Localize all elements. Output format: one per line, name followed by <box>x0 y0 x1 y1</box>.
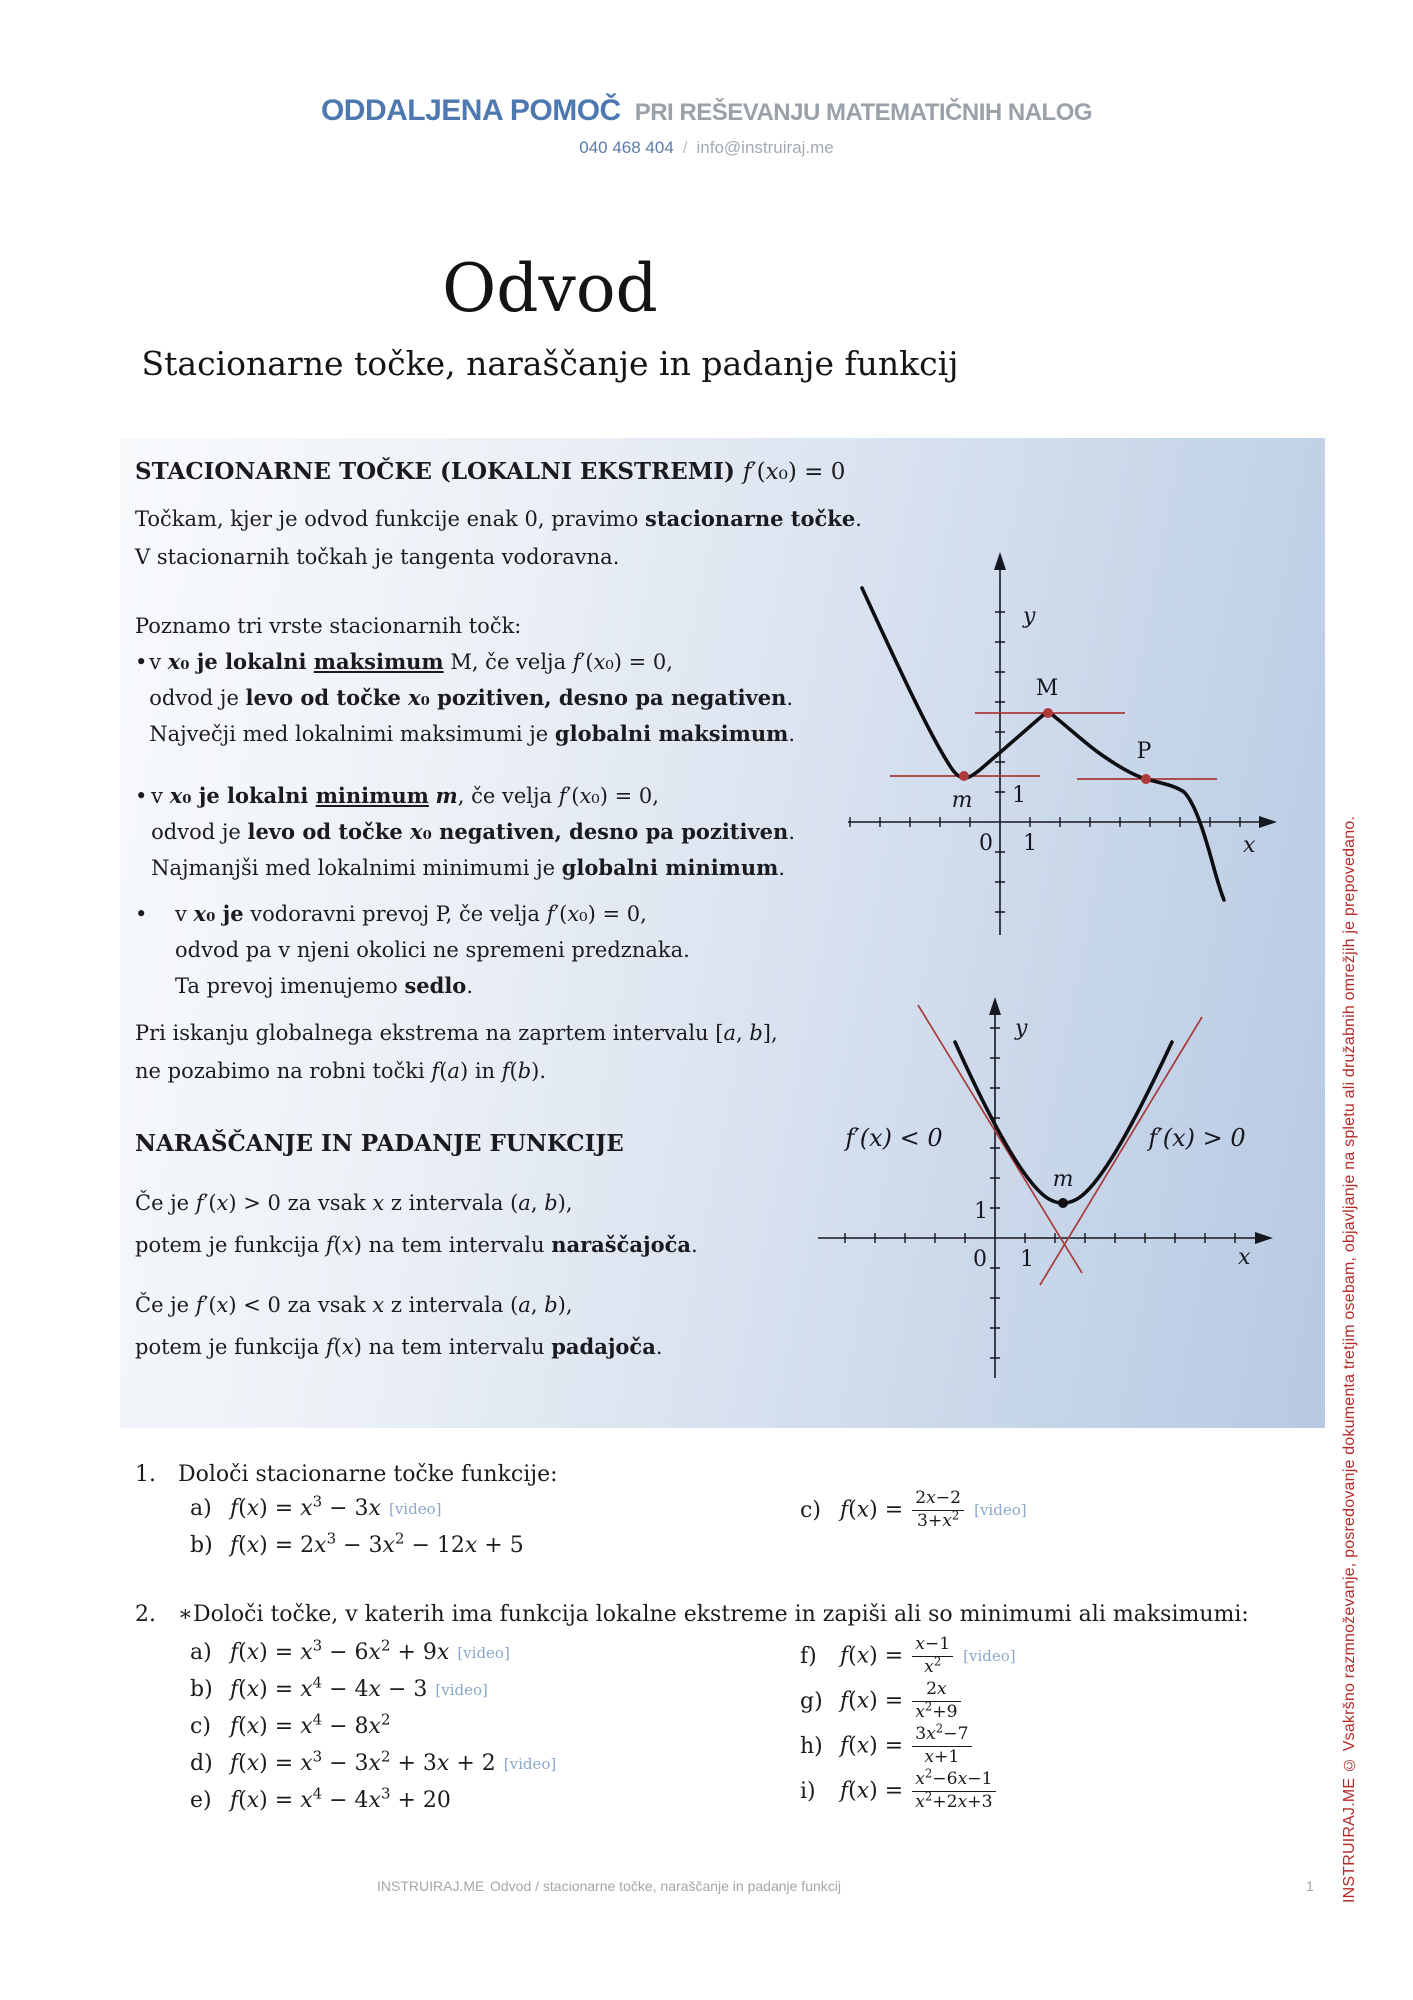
minimum-point <box>1058 1198 1068 1208</box>
theory-paragraph: Pri iskanju globalnega ekstrema na zaprtem intervalu [a, b], ne pozabimo na robni točki f(a) in f(b). <box>135 1021 778 1083</box>
item-formula: $f(x) = x^3 - 3x^2 + 3x + 2$ <box>230 1747 496 1776</box>
fraction: $\frac{3x^2-7}{x+1}$ <box>912 1725 971 1766</box>
footer-page-number: 1 <box>1306 1878 1314 1894</box>
monotonicity-graph <box>810 990 1300 1385</box>
item-formula: f(x) = $\frac{2x-2}{3+x^2}$ <box>840 1489 966 1530</box>
problem-title: ∗Določi točke, v katerih ima funkcija lokalne ekstreme in zapiši ali so minimumi ali maksimumi: <box>178 1602 1249 1627</box>
item-formula: $f(x) = x^4 - 4x^3 + 20$ <box>230 1784 451 1813</box>
x-axis-arrow-icon <box>1259 816 1277 828</box>
saddle-point <box>1141 774 1151 784</box>
fraction: $\frac{2x}{x^2+9}$ <box>912 1680 960 1721</box>
problem-item: a) $f(x) = x^3 - 3x$ [video] <box>190 1492 442 1521</box>
fraction: $\frac{x^2-6x-1}{x^2+2x+3}$ <box>912 1770 995 1811</box>
y-axis-arrow-icon <box>989 997 1001 1015</box>
function-curve <box>862 588 1224 900</box>
item-label: e) <box>190 1788 212 1813</box>
problem-1-heading <box>135 1462 558 1487</box>
bullet-icon: • <box>135 784 148 808</box>
item-label: g) <box>800 1688 823 1714</box>
item-label: a) <box>190 1640 212 1665</box>
bullet-icon: • <box>135 902 148 926</box>
theory-paragraph: Če je f′(x) < 0 za vsak x z intervala (a, b), potem je funkcija f(x) na tem intervalu padajoča. <box>135 1293 663 1359</box>
theory-panel <box>120 438 1325 1428</box>
item-label: c) <box>800 1497 821 1523</box>
problem-item <box>800 1766 1016 1813</box>
origin-label: 0 <box>979 831 993 856</box>
problem-2-items-left <box>190 1638 556 1823</box>
footer-brand: INSTRUIRAJ.ME <box>377 1878 485 1894</box>
x-axis-label: x <box>1238 1245 1251 1270</box>
item-label: a) <box>190 1496 212 1521</box>
fraction: $\frac{x-1}{x^2}$ <box>912 1635 953 1676</box>
maximum-point <box>1043 708 1053 718</box>
y-unit-label: 1 <box>1012 783 1026 808</box>
maximum-label: M <box>1035 676 1059 701</box>
item-label: b) <box>190 1533 213 1558</box>
y-unit-label: 1 <box>974 1199 988 1224</box>
theory-paragraph: Točkam, kjer je odvod funkcije enak 0, pravimo stacionarne točke. V stacionarnih točkah je tangenta vodoravna. <box>135 506 862 569</box>
problem-item: d) $f(x) = x^3 - 3x^2 + 3x + 2$ [video] <box>190 1747 557 1776</box>
y-axis-label: y <box>1015 1016 1028 1041</box>
theory-paragraph: Poznamo tri vrste stacionarnih točk: <box>135 614 522 638</box>
item-formula: $f(x) = x^4 - 8x^2$ <box>230 1710 391 1739</box>
item-label: d) <box>190 1751 213 1776</box>
item-formula: f(x) = $\frac{2x}{x^2+9}$ <box>840 1680 963 1721</box>
problem-item <box>800 1721 1016 1768</box>
stationary-points-graph <box>840 545 1300 940</box>
x-axis-label: x <box>1243 833 1256 858</box>
item-formula: $f(x) = x^4 - 4x - 3$ <box>230 1673 428 1702</box>
bullet-icon: • <box>135 650 148 674</box>
item-label: h) <box>800 1733 823 1759</box>
theory-paragraph: Če je f′(x) > 0 za vsak x z intervala (a, b), potem je funkcija f(x) na tem intervalu naraščajoča. <box>135 1191 698 1257</box>
problem-number: 1. <box>135 1462 156 1487</box>
item-formula: f(x) = $\frac{x^2-6x-1}{x^2+2x+3}$ <box>840 1770 998 1811</box>
item-formula: $f(x) = x^3 - 6x^2 + 9x$ <box>230 1636 450 1665</box>
brand-tagline: PRI REŠEVANJU MATEMATIČNIH NALOG <box>634 99 1093 126</box>
problem-2-items-right <box>800 1634 1016 1814</box>
header <box>0 94 1413 128</box>
origin-label: 0 <box>973 1247 987 1272</box>
page-title: Odvod <box>442 250 658 327</box>
item-label: b) <box>190 1677 213 1702</box>
x-axis-arrow-icon <box>1255 1232 1273 1244</box>
phone-number: 040 468 404 <box>579 138 674 157</box>
theory-heading-stationary-points: STACIONARNE TOČKE (LOKALNI EKSTREMI) f′(x₀) = 0 <box>135 458 846 485</box>
minimum-point <box>959 771 969 781</box>
y-axis-label: y <box>1023 604 1036 629</box>
problem-number: 2. <box>135 1602 156 1627</box>
item-formula: $f(x) = 2x^3 - 3x^2 - 12x + 5$ <box>230 1529 524 1558</box>
bullet-item-minimum: • v x₀ je lokalni minimum m, če velja f′(x₀) = 0, odvod je levo od točke x₀ negativen, desno pa pozitiven. Najmanjši med lokalnimi minimumi je globalni minimum. <box>135 778 795 886</box>
email-link[interactable]: info@instruiraj.me <box>696 138 834 157</box>
item-formula: f(x) = $\frac{x-1}{x^2}$ <box>840 1635 955 1676</box>
problem-item <box>190 1712 556 1741</box>
item-label: c) <box>190 1714 211 1739</box>
x-unit-label: 1 <box>1023 831 1037 856</box>
minimum-label: m <box>1052 1167 1074 1192</box>
negative-derivative-label: f′(x) < 0 <box>845 1124 943 1152</box>
saddle-label: P <box>1136 739 1152 764</box>
problem-item <box>190 1531 524 1560</box>
item-label: i) <box>800 1778 816 1804</box>
problem-item: f) f(x) = $\frac{x-1}{x^2}$ [video] <box>800 1634 1016 1677</box>
bullet-item-maximum: • v x₀ je lokalni maksimum M, če velja f′(x₀) = 0, odvod je levo od točke x₀ pozitiven, desno pa negativen. Največji med lokalnimi maksimumi je globalni maksimum. <box>135 644 795 752</box>
problem-title: Določi stacionarne točke funkcije: <box>178 1462 558 1487</box>
problem-item: c) f(x) = $\frac{2x-2}{3+x^2}$ [video] <box>800 1488 1027 1531</box>
item-label: f) <box>800 1643 817 1669</box>
footer-document-title: Odvod / stacionarne točke, naraščanje in padanje funkcij <box>490 1878 841 1894</box>
problem-1-items-right <box>800 1488 1027 1533</box>
page-subtitle: Stacionarne točke, naraščanje in padanje funkcij <box>141 344 959 383</box>
problem-item: a) $f(x) = x^3 - 6x^2 + 9x$ [video] <box>190 1636 510 1665</box>
positive-derivative-label: f′(x) > 0 <box>1148 1124 1246 1152</box>
contact-separator: / <box>682 138 688 157</box>
problem-item <box>800 1679 1016 1723</box>
brand-logo: ODDALJENA POMOČ <box>320 94 621 127</box>
theory-heading-monotonicity: NARAŠČANJE IN PADANJE FUNKCIJE <box>135 1130 624 1157</box>
bullet-item-saddle: • v x₀ je vodoravni prevoj P, če velja f′(x₀) = 0, odvod pa v njeni okolici ne spremeni predznaka. Ta prevoj imenujemo sedlo. <box>135 896 795 1004</box>
item-formula: $f(x) = x^3 - 3x$ <box>230 1492 381 1521</box>
item-formula: f(x) = $\frac{3x^2-7}{x+1}$ <box>840 1725 974 1766</box>
fraction: $\frac{2x-2}{3+x^2}$ <box>912 1489 964 1530</box>
problem-item: b) $f(x) = x^4 - 4x - 3$ [video] <box>190 1673 488 1702</box>
problem-item <box>190 1786 556 1815</box>
problem-2-heading <box>135 1602 1249 1627</box>
x-unit-label: 1 <box>1020 1247 1034 1272</box>
problem-1-items-left <box>190 1494 524 1568</box>
minimum-label: m <box>951 788 973 813</box>
contact-line <box>0 138 1413 158</box>
copyright-side-note: INSTRUIRAJ.ME © Vsakršno razmnoževanje, posredovanje dokumenta tretjim osebam, objavljanje na spletu ali družabnih omrežjih je prepovedano. <box>1341 815 1358 1903</box>
y-axis-arrow-icon <box>994 552 1006 570</box>
